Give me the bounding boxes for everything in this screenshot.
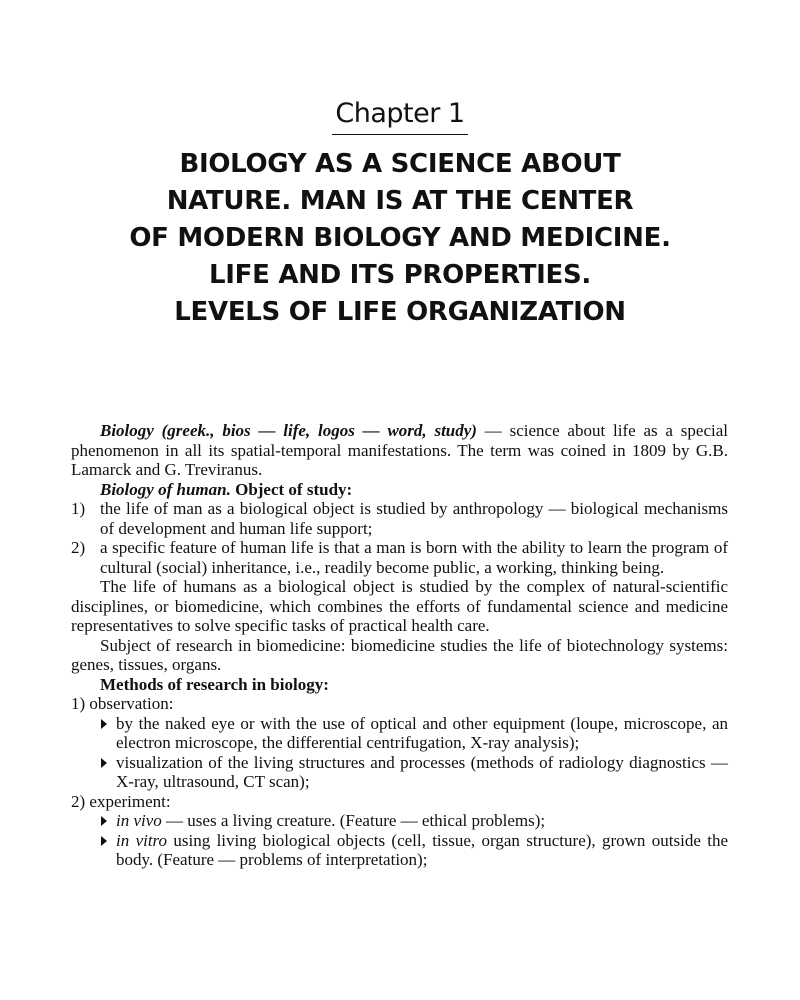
list-number: 1)	[71, 499, 86, 518]
title-line: LEVELS OF LIFE ORGANIZATION	[174, 297, 626, 327]
title-line: LIFE AND ITS PROPERTIES.	[209, 260, 591, 290]
methods-heading: Methods of research in biology:	[100, 674, 329, 694]
bullet-text: — uses a living creature. (Feature — ethical problems);	[161, 811, 546, 830]
bullet-triangle-icon	[101, 719, 107, 729]
observation-label: 1) observation:	[71, 694, 174, 713]
bullet-item	[71, 811, 728, 831]
bullet-item	[71, 714, 728, 753]
bullet-term: in vitro	[116, 830, 168, 850]
title-line: BIOLOGY AS A SCIENCE ABOUT	[179, 149, 621, 179]
intro-text: — science about life as a special phenomenon in all its spatial-temporal manifestations. The term was coined in 1809 by G.B. Lamarck and G. Treviranus.	[71, 421, 728, 479]
human-heading-text: Object of study:	[230, 479, 353, 499]
intro-paragraph	[71, 421, 728, 480]
list-text: the life of man as a biological object is studied by anthropology — biological mechanisms of development and human life support;	[100, 499, 728, 538]
list-number: 2)	[71, 538, 86, 557]
bullet-item	[71, 753, 728, 792]
title-line: OF MODERN BIOLOGY AND MEDICINE.	[129, 223, 671, 253]
chapter-label	[0, 97, 800, 135]
chapter-title	[60, 146, 740, 331]
human-term: Biology of human.	[100, 479, 231, 499]
human-heading	[71, 480, 728, 500]
bullet-text: using living biological objects (cell, tissue, organ structure), grown outside the body. (Feature — problems of interpretation);	[116, 830, 728, 869]
list-item	[71, 499, 728, 538]
experiment-label: 2) experiment:	[71, 791, 171, 811]
bullet-item	[71, 831, 728, 870]
title-line: NATURE. MAN IS AT THE CENTER	[166, 186, 634, 216]
bullet-triangle-icon	[101, 758, 107, 768]
bullet-triangle-icon	[101, 816, 107, 826]
list-text: a specific feature of human life is that a man is born with the ability to learn the program of cultural (social) inheritance, i.e., readily become public, a working, thinking being.	[100, 538, 728, 577]
biomedicine-paragraph: The life of humans as a biological object is studied by the complex of natural-scientific disciplines, or biomedicine, which combines the efforts of fundamental science and medicine representatives to solve specific tasks of practical health care.	[71, 577, 728, 635]
list-item	[71, 538, 728, 577]
bullet-text: visualization of the living structures and processes (methods of radiology diagnostics — X-ray, ultrasound, CT scan);	[116, 752, 728, 791]
body-text	[71, 421, 728, 870]
bullet-term: in vivo	[116, 811, 162, 830]
bullet-triangle-icon	[101, 836, 107, 846]
chapter-number: Chapter 1	[332, 97, 467, 135]
bullet-text: by the naked eye or with the use of optical and other equipment (loupe, microscope, an electron microscope, the differential centrifugation, X-ray analysis);	[116, 713, 728, 752]
subject-paragraph: Subject of research in biomedicine: biomedicine studies the life of biotechnology systems: genes, tissues, organs.	[71, 635, 728, 674]
intro-term: Biology (greek., bios — life, logos — word, study)	[100, 421, 477, 440]
